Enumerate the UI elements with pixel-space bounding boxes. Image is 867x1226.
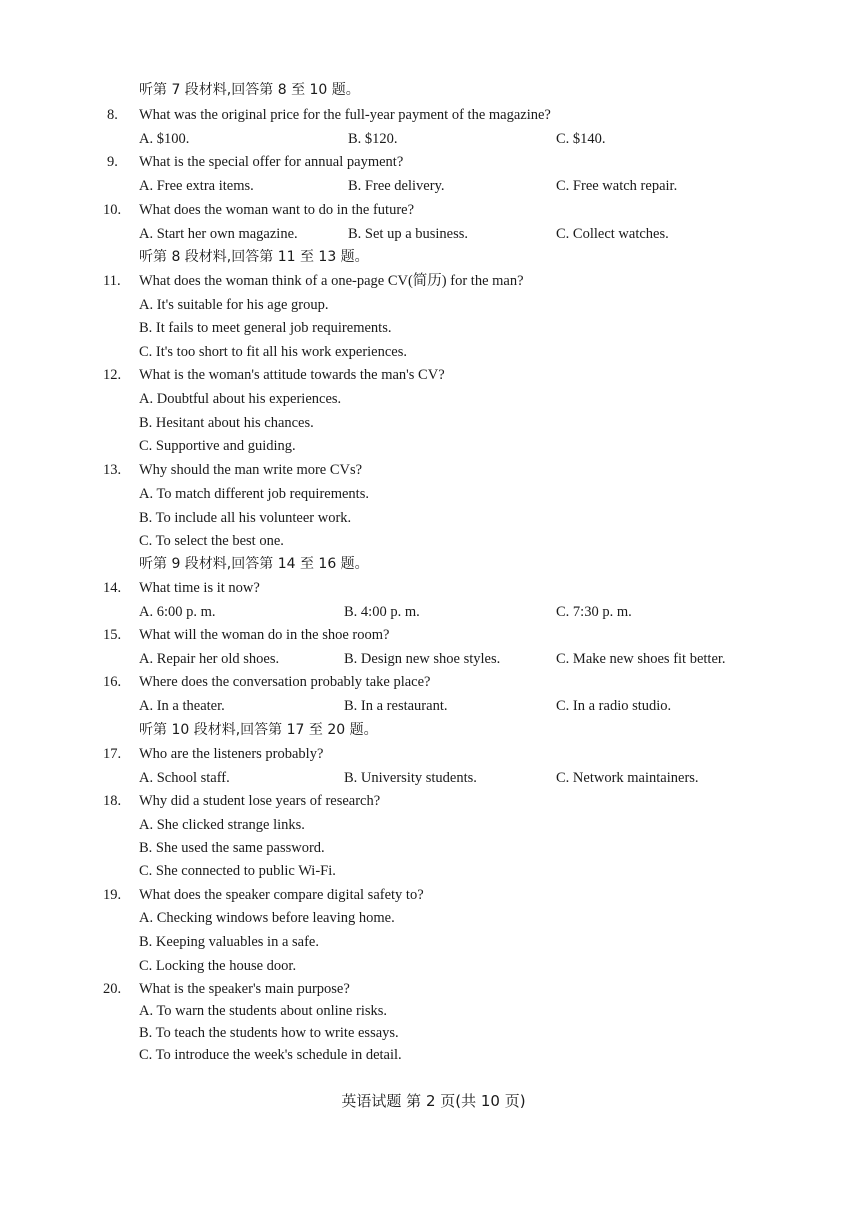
option-b: B. To teach the students how to write essays. xyxy=(139,1025,399,1041)
option-a: A. It's suitable for his age group. xyxy=(139,297,329,313)
question-number: 15. xyxy=(103,627,122,643)
option-c: C. Make new shoes fit better. xyxy=(556,651,726,667)
option-a: A. She clicked strange links. xyxy=(139,817,305,833)
option-b: B. Design new shoe styles. xyxy=(344,651,501,667)
option-c: C. To introduce the week's schedule in detail. xyxy=(139,1047,402,1063)
option-c: C. Network maintainers. xyxy=(556,770,699,786)
option-a: A. Start her own magazine. xyxy=(139,226,298,242)
question-text: Why did a student lose years of research? xyxy=(139,793,381,809)
question-text: What will the woman do in the shoe room? xyxy=(139,627,390,643)
option-a: A. $100. xyxy=(139,131,190,147)
option-a: A. To warn the students about online risks. xyxy=(139,1003,388,1019)
option-a: A. 6:00 p. m. xyxy=(139,604,216,620)
option-c: C. Free watch repair. xyxy=(556,178,678,194)
question-number: 12. xyxy=(103,367,122,383)
question-number: 20. xyxy=(103,981,122,997)
option-c: C. $140. xyxy=(556,131,606,147)
option-a: A. School staff. xyxy=(139,770,230,786)
option-c: C. She connected to public Wi-Fi. xyxy=(139,863,336,879)
option-a: A. Repair her old shoes. xyxy=(139,651,280,667)
option-b: B. University students. xyxy=(344,770,477,786)
option-b: B. Keeping valuables in a safe. xyxy=(139,934,319,950)
question-text: What does the speaker compare digital safety to? xyxy=(139,887,424,903)
question-number: 8. xyxy=(107,107,118,123)
question-text: What does the woman want to do in the future? xyxy=(139,202,415,218)
option-c: C. Supportive and guiding. xyxy=(139,438,296,454)
question-number: 14. xyxy=(103,580,122,596)
option-a: A. Doubtful about his experiences. xyxy=(139,391,342,407)
option-c: C. Collect watches. xyxy=(556,226,669,242)
question-number: 10. xyxy=(103,202,122,218)
option-b: B. 4:00 p. m. xyxy=(344,604,420,620)
question-number: 13. xyxy=(103,462,122,478)
option-a: A. Free extra items. xyxy=(139,178,254,194)
question-number: 17. xyxy=(103,746,122,762)
question-text: What was the original price for the full-year payment of the magazine? xyxy=(139,107,551,123)
question-text: What time is it now? xyxy=(139,580,260,596)
section-heading-9: 听第 9 段材料,回答第 14 至 16 题。 xyxy=(139,556,369,572)
question-number: 16. xyxy=(103,674,122,690)
option-c: C. To select the best one. xyxy=(139,533,284,549)
question-text: What is the speaker's main purpose? xyxy=(139,981,350,997)
option-c: C. It's too short to fit all his work experiences. xyxy=(139,344,407,360)
option-c: C. 7:30 p. m. xyxy=(556,604,632,620)
question-number: 18. xyxy=(103,793,122,809)
option-b: B. Free delivery. xyxy=(348,178,445,194)
question-text: What is the woman's attitude towards the man's CV? xyxy=(139,367,445,383)
option-a: A. In a theater. xyxy=(139,698,225,714)
option-c: C. In a radio studio. xyxy=(556,698,672,714)
question-text: Who are the listeners probably? xyxy=(139,746,324,762)
option-c: C. Locking the house door. xyxy=(139,958,297,974)
option-b: B. To include all his volunteer work. xyxy=(139,510,352,526)
question-number: 9. xyxy=(107,154,118,170)
question-text: What does the woman think of a one-page CV(简历) for the man? xyxy=(139,273,524,289)
option-b: B. Set up a business. xyxy=(348,226,469,242)
question-text: Where does the conversation probably take place? xyxy=(139,674,431,690)
option-b: B. $120. xyxy=(348,131,398,147)
option-b: B. She used the same password. xyxy=(139,840,325,856)
question-number: 19. xyxy=(103,887,122,903)
question-text: What is the special offer for annual payment? xyxy=(139,154,404,170)
option-b: B. It fails to meet general job requirements. xyxy=(139,320,392,336)
page-footer: 英语试题 第 2 页(共 10 页) xyxy=(341,1092,526,1110)
section-heading-10: 听第 10 段材料,回答第 17 至 20 题。 xyxy=(139,722,378,738)
section-heading-8: 听第 8 段材料,回答第 11 至 13 题。 xyxy=(139,249,369,265)
section-heading-7: 听第 7 段材料,回答第 8 至 10 题。 xyxy=(139,82,360,98)
option-b: B. Hesitant about his chances. xyxy=(139,415,314,431)
option-a: A. To match different job requirements. xyxy=(139,486,369,502)
option-b: B. In a restaurant. xyxy=(344,698,448,714)
question-number: 11. xyxy=(103,273,121,289)
question-text: Why should the man write more CVs? xyxy=(139,462,363,478)
option-a: A. Checking windows before leaving home. xyxy=(139,910,395,926)
